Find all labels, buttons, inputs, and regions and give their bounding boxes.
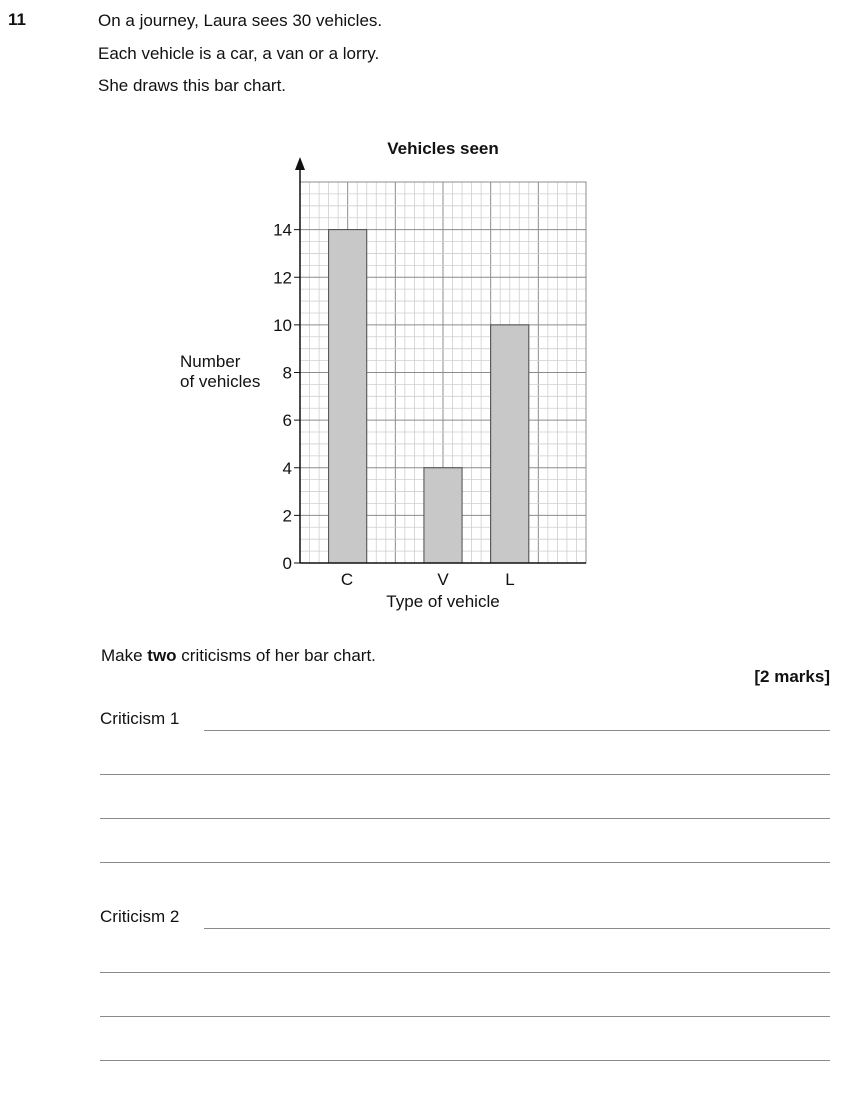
y-tick-label: 8 (282, 363, 292, 383)
prompt-emphasis: two (147, 646, 177, 665)
question-prompt: Make two criticisms of her bar chart. (101, 646, 376, 665)
bar-V (424, 468, 462, 563)
criticism-2-answer-line[interactable] (204, 928, 830, 929)
criticism-1-answer-line[interactable] (204, 730, 830, 731)
y-axis-label-line: Number (180, 352, 241, 371)
bar-C (329, 230, 367, 563)
criticism-2-answer-line[interactable] (100, 1060, 830, 1061)
bar-L (491, 325, 529, 563)
y-axis-label-line: of vehicles (180, 372, 261, 391)
criticism-2-answer-line[interactable] (100, 972, 830, 973)
y-tick-label: 2 (282, 506, 292, 526)
question-number: 11 (8, 10, 26, 29)
x-tick-label-C: C (340, 570, 354, 589)
y-tick-label: 4 (282, 458, 292, 478)
criticism-1-answer-line[interactable] (100, 774, 830, 775)
y-tick-label: 6 (282, 411, 292, 431)
y-tick-label: 14 (273, 220, 292, 240)
criticism-2-label: Criticism 2 (100, 907, 180, 926)
question-text-line-2: Each vehicle is a car, a van or a lorry. (98, 44, 380, 63)
question-text-line-1: On a journey, Laura sees 30 vehicles. (98, 11, 383, 30)
question-text-line-3: She draws this bar chart. (98, 76, 287, 95)
x-tick-label-L: L (505, 570, 515, 589)
criticism-1-answer-line[interactable] (100, 818, 830, 819)
y-tick-label: 10 (273, 315, 292, 335)
marks-label: [2 marks] (754, 667, 830, 686)
criticism-2-answer-line[interactable] (100, 1016, 830, 1017)
criticism-1-answer-line[interactable] (100, 862, 830, 863)
criticism-1-label: Criticism 1 (100, 709, 180, 728)
y-tick-label: 12 (273, 268, 292, 288)
x-axis-label: Type of vehicle (386, 592, 500, 611)
x-tick-label-V: V (437, 570, 449, 589)
y-axis-arrow-icon (295, 157, 305, 170)
y-axis-label (180, 352, 260, 391)
y-tick-label: 0 (282, 554, 292, 573)
chart-title: Vehicles seen (387, 139, 499, 158)
